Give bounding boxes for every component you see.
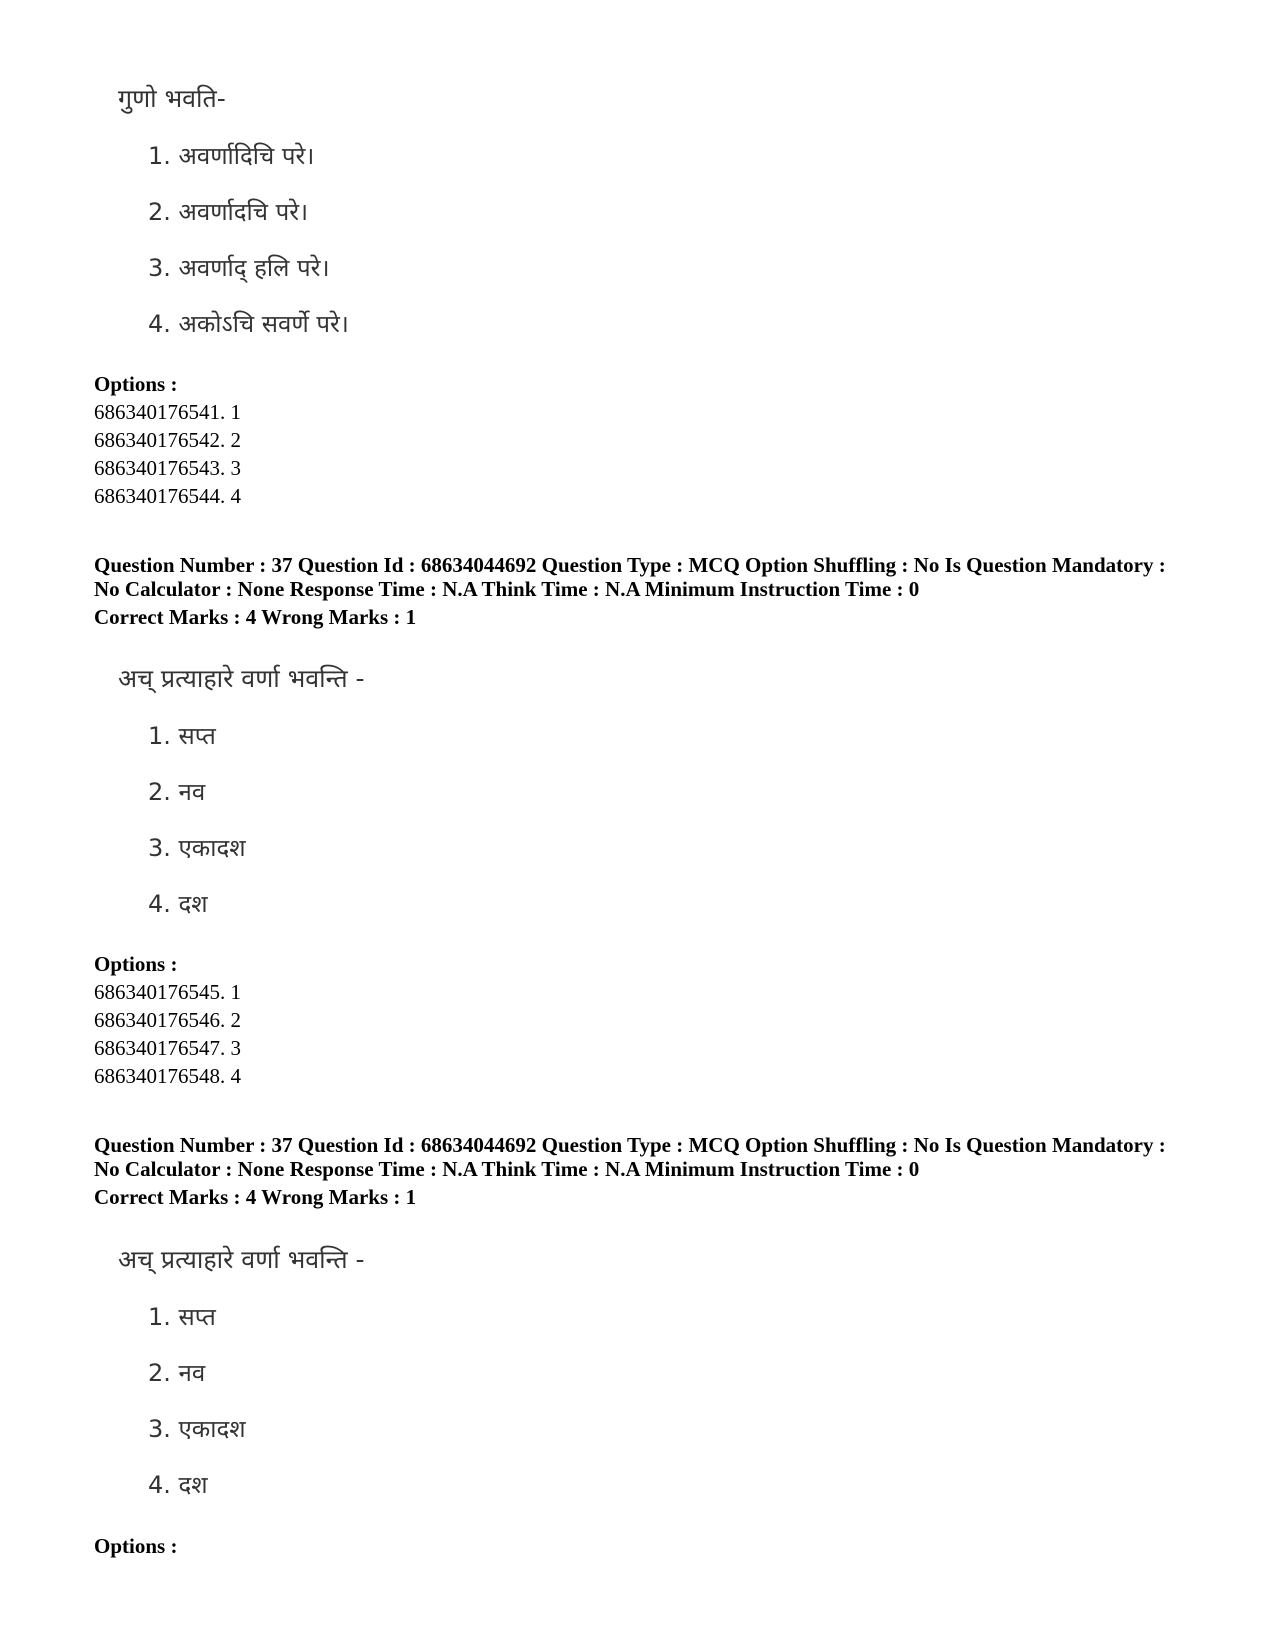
option-line: 686340176543. 3 xyxy=(94,456,241,480)
question-choice-2: 2. नव xyxy=(148,778,206,806)
option-line: 686340176545. 1 xyxy=(94,980,241,1004)
question-marks: Correct Marks : 4 Wrong Marks : 1 xyxy=(94,605,417,629)
question-choice-2: 2. नव xyxy=(148,1359,206,1387)
options-label: Options : xyxy=(94,372,178,396)
question-meta-line-2: No Calculator : None Response Time : N.A Think Time : N.A Minimum Instruction Time : 0 xyxy=(94,1157,920,1181)
option-line: 686340176542. 2 xyxy=(94,428,241,452)
question-choice-3: 3. एकादश xyxy=(148,834,246,862)
option-line: 686340176541. 1 xyxy=(94,400,241,424)
option-line: 686340176548. 4 xyxy=(94,1064,241,1088)
options-label: Options : xyxy=(94,1534,178,1558)
question-choice-1: 1. सप्त xyxy=(148,1303,216,1331)
option-line: 686340176547. 3 xyxy=(94,1036,241,1060)
question-meta-line-2: No Calculator : None Response Time : N.A Think Time : N.A Minimum Instruction Time : 0 xyxy=(94,577,920,601)
question-marks: Correct Marks : 4 Wrong Marks : 1 xyxy=(94,1185,417,1209)
question-choice-1: 1. अवर्णादिचि परे। xyxy=(148,142,315,170)
question-choice-1: 1. सप्त xyxy=(148,722,216,750)
option-line: 686340176546. 2 xyxy=(94,1008,241,1032)
options-label: Options : xyxy=(94,952,178,976)
question-meta-line-1: Question Number : 37 Question Id : 68634044692 Question Type : MCQ Option Shuffling : No Is Question Mandatory : xyxy=(94,553,1166,577)
question-choice-3: 3. अवर्णाद् हलि परे। xyxy=(148,254,330,282)
question-choice-4: 4. दश xyxy=(148,890,208,918)
question-choice-4: 4. अकोऽचि सवर्णे परे। xyxy=(148,310,349,338)
question-choice-2: 2. अवर्णादचि परे। xyxy=(148,198,309,226)
question-choice-4: 4. दश xyxy=(148,1471,208,1499)
option-line: 686340176544. 4 xyxy=(94,484,241,508)
question-stem: गुणो भवति- xyxy=(118,84,226,113)
question-choice-3: 3. एकादश xyxy=(148,1415,246,1443)
question-stem: अच् प्रत्याहारे वर्णा भवन्ति - xyxy=(118,664,365,693)
question-stem: अच् प्रत्याहारे वर्णा भवन्ति - xyxy=(118,1245,365,1274)
question-meta-line-1: Question Number : 37 Question Id : 68634044692 Question Type : MCQ Option Shuffling : No Is Question Mandatory : xyxy=(94,1133,1166,1157)
